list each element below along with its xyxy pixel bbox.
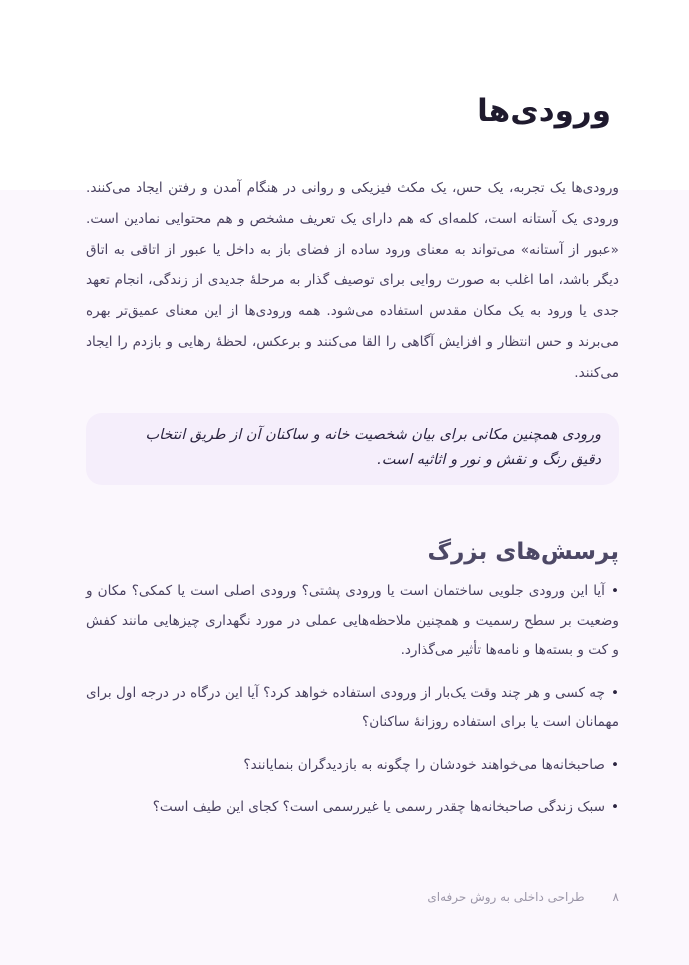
chapter-title: ورودی‌ها bbox=[477, 93, 611, 129]
bullet-icon: • bbox=[610, 583, 619, 599]
question-text: سبک زندگی صاحبخانه‌ها چقدر رسمی یا غیررسمی است؟ کجای این طیف است؟ bbox=[152, 799, 605, 815]
bullet-icon: • bbox=[610, 799, 619, 815]
pull-quote-line-1: ورودی همچنین مکانی برای بیان شخصیت خانه و ساکنان آن از طریق انتخاب bbox=[145, 427, 601, 443]
page-number: ۸ bbox=[612, 890, 619, 904]
bullet-icon: • bbox=[610, 684, 619, 701]
list-item bbox=[86, 679, 619, 738]
intro-paragraph: ورودی‌ها یک تجربه، یک حس، یک مکث فیزیکی و روانی در هنگام آمدن و رفتن ایجاد می‌کنند. ورودی یک آستانه است، کلمه‌ای که هم دارای یک تعریف مشخص و هم محتوایی نمادین است. «عبور از آستانه» می‌تواند به معنای ورود ساده از فضای باز به داخل یا عبور از اتاقی به اتاق دیگر باشد، اما اغلب به صورت روایی برای توصیف گذار به مرحلهٔ جدیدی از زندگی، انجام تعهد جدی یا ورود به یک مکان مقدس استفاده می‌شود. همه ورودی‌ها از این معنای عمیق‌تر بهره می‌برند و حس انتظار و افزایش آگاهی را القا می‌کنند و برعکس، لحظهٔ رهایی و بازدم را ایجاد می‌کنند. bbox=[86, 180, 619, 381]
list-item bbox=[86, 577, 619, 666]
bullet-icon: • bbox=[610, 756, 619, 773]
running-book-title: طراحی داخلی به روش حرفه‌ای bbox=[427, 890, 585, 904]
document-page bbox=[86, 0, 619, 965]
page-footer bbox=[86, 887, 619, 907]
pull-quote-line-2: دقیق رنگ و نقش و نور و اثاثیه است. bbox=[377, 452, 601, 468]
question-text: صاحبخانه‌ها می‌خواهند خودشان را چگونه به بازدیدگران بنمایانند؟ bbox=[243, 756, 605, 773]
question-text: چه کسی و هر چند وقت یک‌بار از ورودی استفاده خواهد کرد؟ آیا این درگاه در درجه اول برای مهمانان است یا برای استفاده روزانهٔ ساکنان؟ bbox=[86, 684, 619, 730]
questions-list bbox=[86, 577, 619, 836]
pull-quote-box bbox=[86, 413, 619, 485]
section-heading: پرسش‌های بزرگ bbox=[427, 539, 619, 565]
list-item bbox=[86, 751, 619, 781]
list-item bbox=[86, 793, 619, 823]
question-text: آیا این ورودی جلویی ساختمان است یا ورودی پشتی؟ ورودی اصلی است یا کمکی؟ مکان و وضعیت بر سطح رسمیت و همچنین ملاحظه‌هایی عملی در مورد نگهداری چیزهایی مانند کفش و کت و بسته‌ها و نامه‌ها تأثیر می‌گذارد. bbox=[86, 583, 619, 658]
